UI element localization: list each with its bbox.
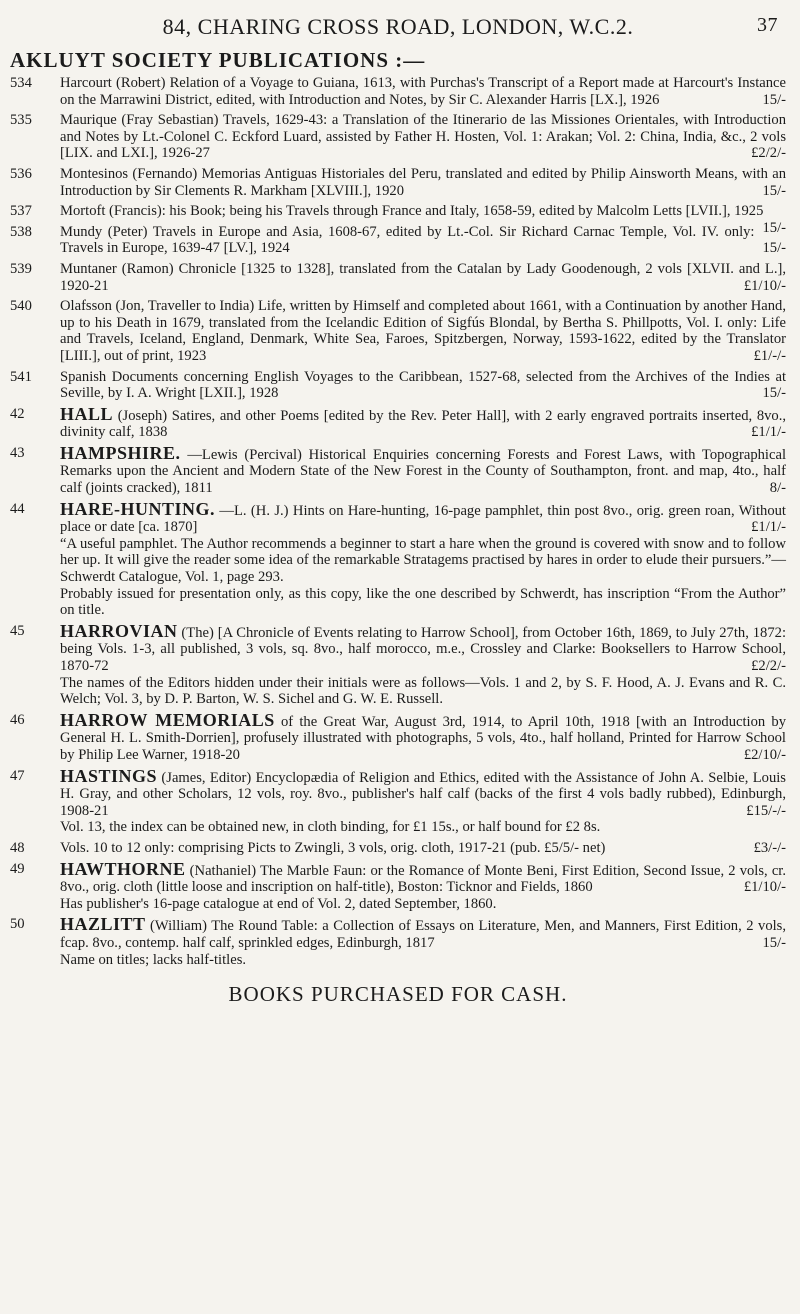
entry-price: 8/- [769, 480, 786, 497]
section-title: AKLUYT SOCIETY PUBLICATIONS :— [10, 48, 426, 72]
entry-note: Name on titles; lacks half-titles. [60, 951, 247, 968]
catalogue-entry [10, 166, 786, 199]
running-title: 84, CHARING CROSS ROAD, LONDON, W.C.2. [162, 14, 634, 39]
entry-number: 539 [10, 260, 32, 277]
entry-price: 15/- [762, 91, 786, 108]
entry-description: Mundy (Peter) Travels in Europe and Asia, 1608-67, edited by Lt.-Col. Sir Richard Carnac Temple, Vol. IV. only: Travels in Europe, 1639-47 [LV.], 1924 [60, 223, 755, 257]
entry-price: £2/2/- [751, 658, 786, 674]
entry-description: Spanish Documents concerning English Voyages to the Caribbean, 1527-68, selected from the Archives of the Indies at Seville, by I. A. Wright [LXII.], 1928 [60, 368, 786, 402]
entry-price: £1/-/- [753, 347, 786, 364]
footer-slogan: BOOKS PURCHASED FOR CASH. [228, 982, 568, 1007]
running-head [10, 14, 786, 38]
entry-number: 43 [10, 444, 25, 461]
entry-description: Mortoft (Francis): his Book; being his Travels through France and Italy, 1658-59, edited by Malcolm Letts [LVII.], 1925 [60, 203, 764, 220]
catalogue-entry [10, 298, 786, 364]
entry-number: 536 [10, 165, 32, 182]
page-number: 37 [757, 14, 778, 36]
catalogue-entry [10, 403, 787, 441]
entry-price: £1/10/- [743, 879, 786, 896]
entry-description: Olafsson (Jon, Traveller to India) Life, written by Himself and completed about 1661, with a Continuation by another Hand, up to his Death in 1679, translated from the Icelandic Edition of Sigfús Blondal, by Bertha S. Phillpotts, Vol. I. only: Life and Travels, Iceland, England, Denmark, White Sea, Faroes, Spitzbergen, Norway, 1593-1622, edited by the Translator [LIII.], out of print, 1923 [60, 298, 786, 364]
catalogue-entry [10, 765, 786, 836]
entry-description: (Nathaniel) The Marble Faun: or the Romance of Monte Beni, First Edition, Second Issue, 2 vols, cr. 8vo., orig. cloth (little loose and inscription on half-title), Boston: Ticknor and Fields, 1860 [60, 862, 787, 896]
catalogue-entry [10, 858, 787, 913]
catalogue-entry [10, 261, 786, 294]
catalogue-entry [10, 916, 786, 968]
entry-number: 540 [10, 298, 32, 315]
entry-price: 15/- [762, 385, 786, 402]
entry-price: 15/- [762, 240, 786, 257]
entry-note: Has publisher's 16-page catalogue at end of Vol. 2, dated September, 1860. [60, 895, 497, 912]
entry-number: 48 [10, 839, 25, 856]
catalogue-entry [10, 112, 786, 162]
entry-headword: HAWTHORNE [60, 858, 186, 879]
entry-description: Harcourt (Robert) Relation of a Voyage to Guiana, 1613, with Purchas's Transcript of a Report made at Harcourt's Instance on the Marrawini District, edited, with Introduction and Notes, by Sir C. Alexander Harris [LX.], 1926 [60, 75, 786, 108]
entry-description: —Lewis (Percival) Historical Enquiries concerning Forests and Forest Laws, with Topographical Remarks upon the Ancient and Modern State of the New Forest in the County of Southampton, front. and map, 4to., half calf (joints cracked), 1811 [60, 446, 787, 497]
catalogue-entry [10, 620, 786, 708]
entry-number: 541 [10, 368, 32, 385]
entry-price: 15/- [762, 219, 786, 236]
entry-description: Montesinos (Fernando) Memorias Antiguas Historiales del Peru, translated and edited by Philip Ainsworth Means, with an Introduction by Sir Clements R. Markham [XLVIII.], 1920 [60, 165, 786, 199]
entry-number: 45 [10, 622, 25, 639]
entry-price: £3/-/- [753, 839, 786, 856]
entry-note: “A useful pamphlet. The Author recommends a beginner to start a hare when the ground is covered with snow and to follow her up. It will give the reader some idea of the remarkable Stratagems practised by hares in order to elude their pursuers.”—Schwerdt Catalogue, Vol. 1, page 293. [60, 535, 786, 586]
entry-number: 49 [10, 860, 25, 877]
entry-headword: HARROVIAN [60, 620, 178, 641]
catalogue-entry [10, 498, 786, 619]
entry-description: (James, Editor) Encyclopædia of Religion and Ethics, edited with the Assistance of John A. Selbie, Louis H. Gray, and other Scholars, 12 vols, roy. 8vo., publisher's half calf (backs of the first 4 vols badly rubbed), Edinburgh, 1908-21 [60, 769, 786, 819]
catalogue-entry [10, 224, 786, 257]
entry-price: £2/2/- [751, 145, 786, 162]
entry-number: 535 [10, 112, 32, 129]
entry-headword: HAMPSHIRE. [60, 442, 181, 463]
entry-note: Vol. 13, the index can be obtained new, in cloth binding, for £1 15s., or half bound for £2 8s. [60, 819, 601, 836]
entry-price: £1/1/- [751, 424, 786, 441]
entry-description: (William) The Round Table: a Collection of Essays on Literature, Men, and Manners, First Edition, 2 vols, fcap. 8vo., contemp. half calf, sprinkled edges, Edinburgh, 1817 [60, 918, 786, 951]
entry-number: 534 [10, 75, 32, 91]
entry-number: 47 [10, 767, 25, 784]
catalogue-entry [10, 840, 786, 857]
entry-list [10, 75, 786, 968]
entry-price: £15/-/- [746, 802, 786, 819]
entry-price: 15/- [762, 182, 786, 199]
entry-price: £1/10/- [743, 277, 786, 294]
entry-headword: HASTINGS [60, 765, 158, 786]
entry-note: The names of the Editors hidden under their initials were as follows—Vols. 1 and 2, by S. F. Hood, A. J. Evans and R. C. Welch; Vol. 3, by D. P. Barton, W. S. Sichel and G. W. E. Russell. [60, 674, 786, 708]
entry-headword: HARROW MEMORIALS [60, 709, 275, 730]
entry-description: Vols. 10 to 12 only: comprising Picts to Zwingli, 3 vols, orig. cloth, 1917-21 (pub. £5/5/- net) [60, 839, 606, 856]
entry-number: 537 [10, 203, 32, 220]
entry-price: £2/10/- [743, 746, 786, 763]
entry-description: (Joseph) Satires, and other Poems [edited by the Rev. Peter Hall], with 2 early engraved portraits inserted, 8vo., divinity calf, 1838 [60, 407, 787, 441]
entry-description: (The) [A Chronicle of Events relating to Harrow School], from October 16th, 1869, to July 27th, 1872: being Vols. 1-3, all published, 3 vols, sq. 8vo., half morocco, m.e., Crossley and Clarke: Booksellers to Harrow School, 1870-72 [60, 624, 786, 674]
entry-number: 42 [10, 405, 25, 422]
entry-price: £1/1/- [751, 519, 786, 536]
catalogue-entry [10, 75, 786, 108]
entry-price: 15/- [762, 934, 786, 951]
entry-number: 50 [10, 916, 25, 933]
entry-headword: HARE-HUNTING. [60, 498, 216, 519]
entry-description: of the Great War, August 3rd, 1914, to April 10th, 1918 [with an Introduction by General H. L. Smith-Dorrien], profusely illustrated with photographs, 5 vols, 4to., half holland, Printed for Harrow School by Philip Lee Warner, 1918-20 [60, 713, 786, 763]
entry-description: Muntaner (Ramon) Chronicle [1325 to 1328], translated from the Catalan by Lady Goodenough, 2 vols [XLVII. and L.], 1920-21 [60, 260, 786, 294]
entry-number: 46 [10, 711, 25, 728]
catalogue-entry [10, 369, 786, 402]
entry-headword: HAZLITT [60, 914, 146, 935]
catalogue-entry [10, 442, 787, 497]
entry-description: Maurique (Fray Sebastian) Travels, 1629-43: a Translation of the Itinerario de las Missiones Orientales, with Introduction and Notes by Lt.-Colonel C. Eckford Luard, assisted by Father H. Hosten, Vol. 1: Arakan; Vol. 2: China, India, &c., 2 vols [LIX. and LXI.], 1926-27 [60, 112, 786, 162]
entry-number: 44 [10, 500, 25, 517]
entry-number: 538 [10, 223, 32, 240]
entry-headword: HALL [60, 403, 114, 424]
catalogue-entry [10, 709, 786, 764]
entry-description: —L. (H. J.) Hints on Hare-hunting, 16-page pamphlet, thin post 8vo., orig. green roan, Without place or date [ca. 1870] [60, 502, 786, 536]
entry-note: Probably issued for presentation only, as this copy, like the one described by Schwerdt, has inscription “From the Author” on title. [60, 585, 786, 619]
